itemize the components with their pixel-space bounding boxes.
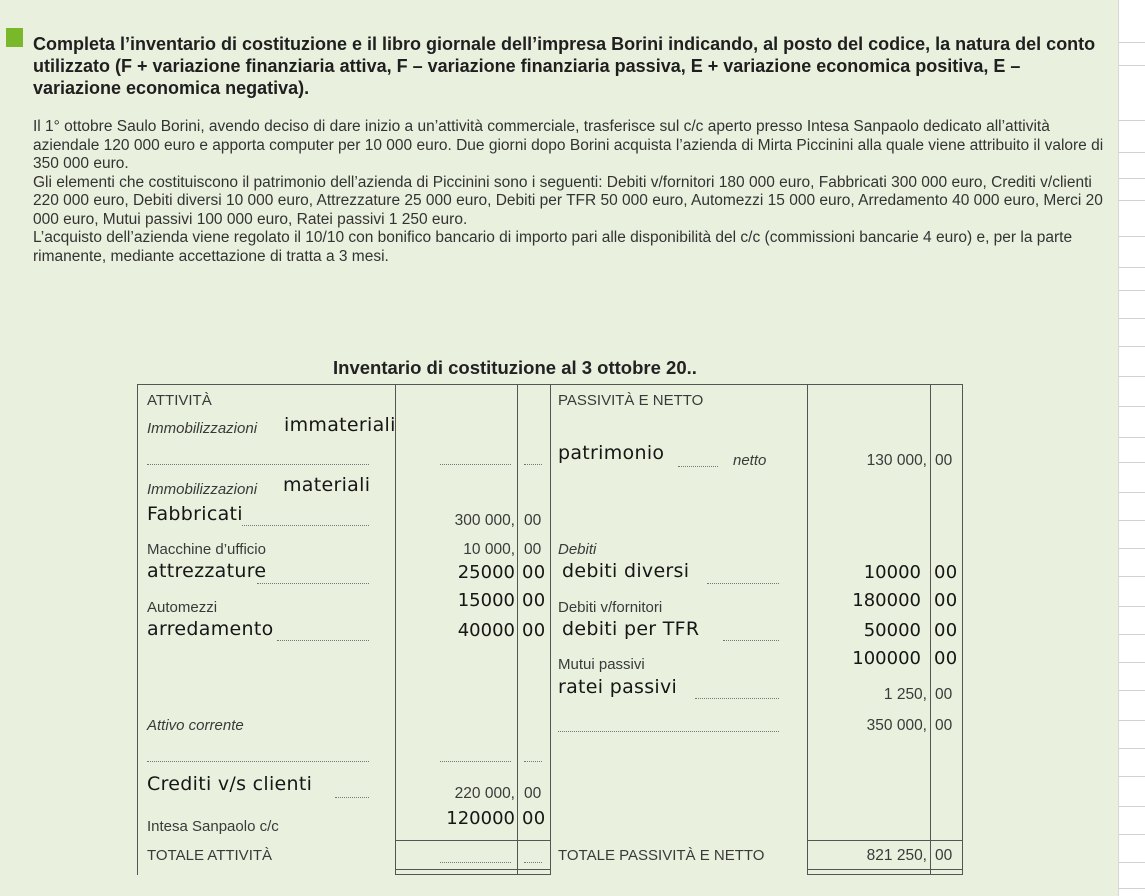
- tfr-handwritten: debiti per TFR: [562, 618, 700, 640]
- netto-amount: 130 000,: [866, 452, 927, 469]
- attrezzature-amount: 25000: [457, 562, 515, 583]
- intangible-assets-handwritten: immateriali: [284, 414, 396, 436]
- fabbricati-decimals: 00: [524, 512, 542, 529]
- automezzi-amount: 15000: [457, 590, 515, 611]
- current-assets-label: Attivo corrente: [147, 717, 244, 734]
- blank-amount: [440, 464, 511, 465]
- ratei-amount: 1 250,: [883, 686, 927, 703]
- paragraph-3: L’acquisto dell’azienda viene regolato il 10/10 con bonifico bancario di importo pari alle disponibilità del c/c (commissioni bancarie 4 euro) e, per la parte rimanente, mediante accettazione di tratta a 3 mesi.: [33, 229, 1073, 265]
- exercise-text: [33, 118, 1113, 266]
- total-liabilities-decimals: 00: [935, 847, 953, 864]
- inventory-title: Inventario di costituzione al 3 ottobre 20..: [333, 357, 697, 378]
- liabilities-header: PASSIVITÀ E NETTO: [558, 392, 704, 409]
- blank-decimals: [524, 464, 542, 465]
- leader-line: [678, 466, 718, 467]
- arredamento-handwritten: arredamento: [147, 618, 274, 640]
- blank-decimals: [524, 862, 542, 863]
- netto-label: netto: [733, 452, 767, 469]
- total-assets-label: TOTALE ATTIVITÀ: [147, 847, 273, 864]
- automezzi-label: Automezzi: [147, 599, 218, 616]
- exercise-marker-icon: [6, 28, 23, 47]
- notebook-margin: [1118, 0, 1145, 896]
- macchine-label: Macchine d’ufficio: [147, 541, 266, 558]
- fornitori-amount: 180000: [852, 590, 921, 611]
- mutui-decimals: 00: [934, 648, 958, 669]
- ratei-handwritten: ratei passivi: [558, 676, 678, 698]
- fornitori-label: Debiti v/fornitori: [558, 599, 663, 616]
- bank-account-label: Intesa Sanpaolo c/c: [147, 818, 279, 835]
- blank-line: [558, 731, 779, 732]
- netto-decimals: 00: [935, 452, 953, 469]
- leader-line: [723, 640, 779, 641]
- debiti-label: Debiti: [558, 541, 597, 558]
- bank-account-decimals: 00: [522, 808, 546, 829]
- arredamento-decimals: 00: [522, 620, 546, 641]
- exercise-heading: Completa l’inventario di costituzione e il libro giornale dell’impresa Borini indicando, al posto del codice, la natura del conto utilizzato (F + variazione finanziaria attiva, F – variazione finanziaria passiva, E + variazione economica positiva, E – variazione economica negativa).: [33, 34, 1096, 98]
- crediti-amount: 220 000,: [454, 785, 515, 802]
- bank-account-amount: 120000: [446, 808, 515, 829]
- arredamento-amount: 40000: [457, 620, 515, 641]
- mutui-label: Mutui passivi: [558, 656, 645, 673]
- leader-line: [242, 525, 369, 526]
- tfr-decimals: 00: [934, 620, 958, 641]
- macchine-decimals: 00: [524, 541, 542, 558]
- inventory-table: [137, 384, 963, 875]
- intangible-assets-label: Immobilizzazioni: [147, 420, 258, 437]
- patrimonio-handwritten: patrimonio: [558, 442, 665, 464]
- debiti-diversi-decimals: 00: [934, 562, 958, 583]
- blank-amount: [440, 862, 511, 863]
- macchine-amount: 10 000,: [463, 541, 515, 558]
- blank-amount: [440, 761, 511, 762]
- crediti-handwritten: Crediti v/s clienti: [147, 773, 313, 795]
- mutui-amount: 100000: [852, 648, 921, 669]
- leader-line: [707, 583, 779, 584]
- leader-line: [257, 583, 369, 584]
- total-liabilities-label: TOTALE PASSIVITÀ E NETTO: [558, 847, 765, 864]
- debiti-subtotal-decimals: 00: [935, 717, 953, 734]
- fabbricati-handwritten: Fabbricati: [147, 503, 243, 525]
- automezzi-decimals: 00: [522, 590, 546, 611]
- total-liabilities-amount: 821 250,: [866, 847, 927, 864]
- crediti-decimals: 00: [524, 785, 542, 802]
- fabbricati-amount: 300 000,: [454, 512, 515, 529]
- ratei-decimals: 00: [935, 686, 953, 703]
- tfr-amount: 50000: [863, 620, 921, 641]
- blank-line: [147, 464, 369, 465]
- attrezzature-handwritten: attrezzature: [147, 560, 267, 582]
- leader-line: [277, 640, 369, 641]
- debiti-diversi-amount: 10000: [863, 562, 921, 583]
- paragraph-2: Gli elementi che costituiscono il patrimonio dell’azienda di Piccinini sono i seguenti: Debiti v/fornitori 180 000 euro, Fabbricati 300 000 euro, Crediti v/clienti 220 000 euro, Debiti diversi 10 000 euro, Attrezzature 25 000 euro, Debiti per TFR 50 000 euro, Automezzi 15 000 euro, Arredamento 40 000 euro, Merci 20 000 euro, Mutui passivi 100 000 euro, Ratei passivi 1 250 euro.: [33, 173, 1103, 228]
- tangible-assets-handwritten: materiali: [283, 474, 371, 496]
- debiti-subtotal-amount: 350 000,: [866, 717, 927, 734]
- assets-header: ATTIVITÀ: [147, 392, 212, 409]
- blank-decimals: [524, 761, 542, 762]
- blank-line: [147, 761, 369, 762]
- leader-line: [695, 698, 779, 699]
- fornitori-decimals: 00: [934, 590, 958, 611]
- debiti-diversi-handwritten: debiti diversi: [562, 560, 690, 582]
- tangible-assets-label: Immobilizzazioni: [147, 481, 258, 498]
- attrezzature-decimals: 00: [522, 562, 546, 583]
- paragraph-1: Il 1° ottobre Saulo Borini, avendo deciso di dare inizio a un’attività commerciale, trasferisce sul c/c aperto presso Intesa Sanpaolo dedicato all’attività aziendale 120 000 euro e apporta computer per 10 000 euro. Due giorni dopo Borini acquista l’azienda di Mirta Piccinini alla quale viene attribuito il valore di 350 000 euro.: [33, 118, 1104, 172]
- leader-line: [335, 797, 369, 798]
